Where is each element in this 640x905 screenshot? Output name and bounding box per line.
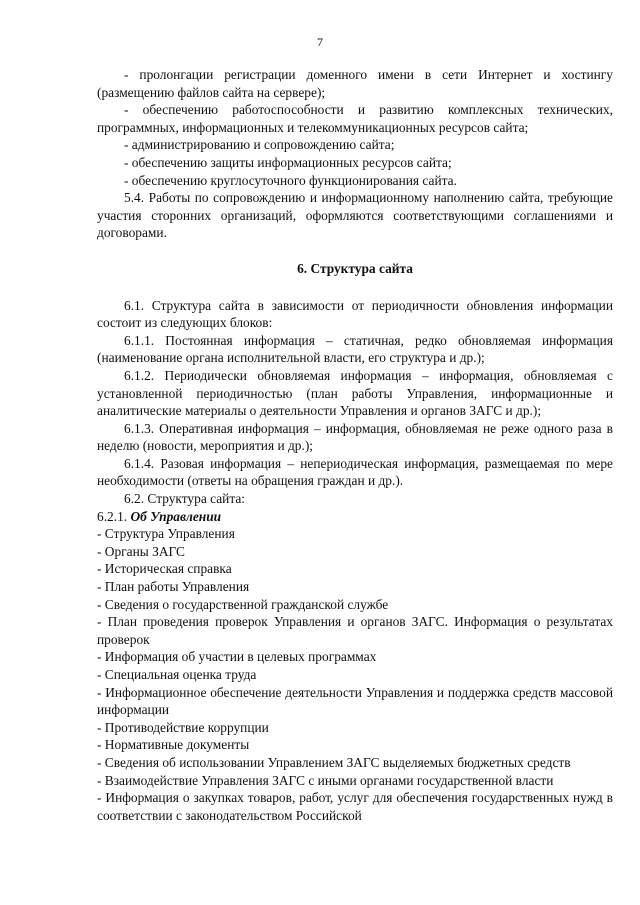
paragraph-6-1-1: 6.1.1. Постоянная информация – статичная, редко обновляемая информация (наименование органа исполнительной власти, его структура и др.); [97,332,613,366]
spacer [97,242,613,260]
paragraph-5-4: 5.4. Работы по сопровождению и информационному наполнению сайта, требующие участия сторонних организаций, оформляются соответствующими соглашениями и договорами. [97,190,613,241]
section-title: 6. Структура сайта [297,260,413,276]
page-number: 7 [317,35,323,49]
structure-item: - Структура Управления [97,526,235,542]
structure-item: - Сведения об использовании Управлением ЗАГС выделяемых бюджетных средств [97,754,571,770]
structure-item: - Сведения о государственной гражданской службе [97,596,389,612]
structure-item: - Информация о закупках товаров, работ, услуг для обеспечения государственных нужд в соответствии с законодательством Российской [97,790,613,823]
structure-item: - Противодействие коррупции [97,719,269,735]
paragraph-6-1-3: 6.1.3. Оперативная информация – информация, обновляемая не реже одного раза в неделю (новости, мероприятия и др.); [97,420,613,454]
document-body [97,66,613,824]
paragraph-6-1-2: 6.1.2. Периодически обновляемая информация – информация, обновляемая с установленной периодичностью (план работы Управления, информационные и аналитические материалы о деятельности Управления и органов ЗАГС и др.); [97,367,613,419]
structure-item: - Информация об участии в целевых программах [97,649,377,665]
list-item: - администрированию и сопровождению сайта; [124,137,395,153]
structure-item: - Нормативные документы [97,737,250,753]
paragraph-6-1-4: 6.1.4. Разовая информация – непериодическая информация, размещаемая по мере необходимости (ответы на обращения граждан и др.). [97,455,613,489]
subsection-number: 6.2.1. [97,508,128,524]
structure-item: - Органы ЗАГС [97,543,185,559]
subsection-heading [97,508,613,526]
structure-item: - План работы Управления [97,579,250,595]
list-item: - обеспечению защиты информационных ресурсов сайта; [124,154,452,170]
subsection-title: Об Управлении [130,508,222,524]
structure-item: - План проведения проверок Управления и органов ЗАГС. Информация о результатах проверок [97,614,613,647]
paragraph-6-1: 6.1. Структура сайта в зависимости от периодичности обновления информации состоит из следующих блоков: [97,297,613,331]
list-item: - обеспечению работоспособности и развитию комплексных технических, программных, информационных и телекоммуникационных ресурсов сайта; [97,102,613,135]
list-item: - пролонгации регистрации доменного имени в сети Интернет и хостингу (размещению файлов сайта на сервере); [97,67,613,100]
structure-item: - Историческая справка [97,561,232,577]
structure-item: - Информационное обеспечение деятельности Управления и поддержка средств массовой информации [97,684,613,718]
structure-item: - Взаимодействие Управления ЗАГС с иными органами государственной власти [97,772,554,788]
structure-item: - Специальная оценка труда [97,667,257,682]
list-item: - обеспечению круглосуточного функционирования сайта. [124,172,457,188]
paragraph-6-2: 6.2. Структура сайта: [124,491,245,507]
spacer [97,278,613,297]
